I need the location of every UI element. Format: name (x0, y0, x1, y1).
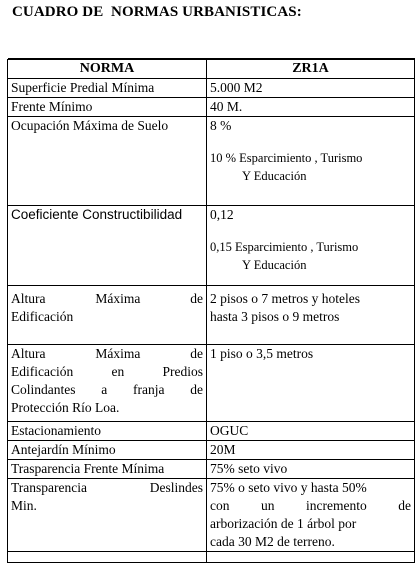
table-row (8, 345, 415, 422)
value-line: Y Educación (242, 169, 307, 183)
value-line: cada 30 M2 de terreno. (210, 534, 335, 549)
norma-cell (8, 345, 207, 422)
norma-cell (8, 286, 207, 345)
value-cell: 75% seto vivo (207, 460, 415, 479)
table-row (8, 206, 415, 286)
norma-cell (8, 206, 207, 286)
norma-cell: Frente Mínimo (8, 98, 207, 117)
value-cell: 5.000 M2 (207, 79, 415, 98)
norma-line: Edificación en Predios (11, 364, 204, 379)
norma-line: Protección Río Loa. (11, 400, 120, 415)
table-row (8, 286, 415, 345)
norma-cell: Superficie Predial Mínima (8, 79, 207, 98)
value-line: 2 pisos o 7 metros y hoteles (210, 291, 360, 306)
table-row (8, 479, 415, 552)
value-line: 10 % Esparcimiento , Turismo (210, 151, 363, 165)
value-cell (207, 286, 415, 345)
norma-cell (8, 117, 207, 206)
table-row (8, 552, 415, 563)
norma-cell: Estacionamiento (8, 422, 207, 441)
table-header-row (8, 60, 415, 79)
value-cell (207, 552, 415, 563)
spacer (210, 224, 411, 238)
norms-table (7, 58, 415, 563)
value-line: 8 % (210, 118, 232, 133)
norma-cell (8, 552, 207, 563)
value-line: 0,12 (210, 207, 234, 222)
value-line: con un incremento de (210, 498, 412, 513)
spacer (210, 135, 411, 149)
norma-line: Min. (11, 498, 37, 513)
value-line: Y Educación (242, 258, 307, 272)
value-cell (207, 206, 415, 286)
norma-line: Altura Máxima de (11, 291, 203, 306)
value-line: hasta 3 pisos o 9 metros (210, 309, 340, 324)
value-cell: 40 M. (207, 98, 415, 117)
norma-cell: Trasparencia Frente Mínima (8, 460, 207, 479)
value-cell (207, 479, 415, 552)
value-line: 75% o seto vivo y hasta 50% (210, 480, 367, 495)
norma-cell: Antejardín Mínimo (8, 441, 207, 460)
value-line: 0,15 Esparcimiento , Turismo (210, 240, 359, 254)
value-cell: OGUC (207, 422, 415, 441)
value-cell: 20M (207, 441, 415, 460)
table-row (8, 422, 415, 441)
table-row (8, 117, 415, 206)
header-norma: NORMA (8, 60, 207, 79)
value-line: arborización de 1 árbol por (210, 516, 357, 531)
table-row (8, 98, 415, 117)
norma-cell (8, 479, 207, 552)
table-row (8, 441, 415, 460)
norma-line: Colindantes a franja de (11, 382, 204, 397)
norma-line: Transparencia Deslindes (11, 480, 203, 495)
table-row (8, 460, 415, 479)
norma-text: Coeficiente Constructibilidad (11, 207, 183, 222)
page-title: CUADRO DE NORMAS URBANISTICAS: (12, 4, 302, 20)
header-zr1a: ZR1A (207, 60, 415, 79)
value-cell: 1 piso o 3,5 metros (207, 345, 415, 422)
table-row (8, 79, 415, 98)
norma-line: Edificación (11, 309, 74, 324)
value-cell (207, 117, 415, 206)
norma-text: Ocupación Máxima de Suelo (11, 118, 169, 133)
norma-line: Altura Máxima de (11, 346, 203, 361)
